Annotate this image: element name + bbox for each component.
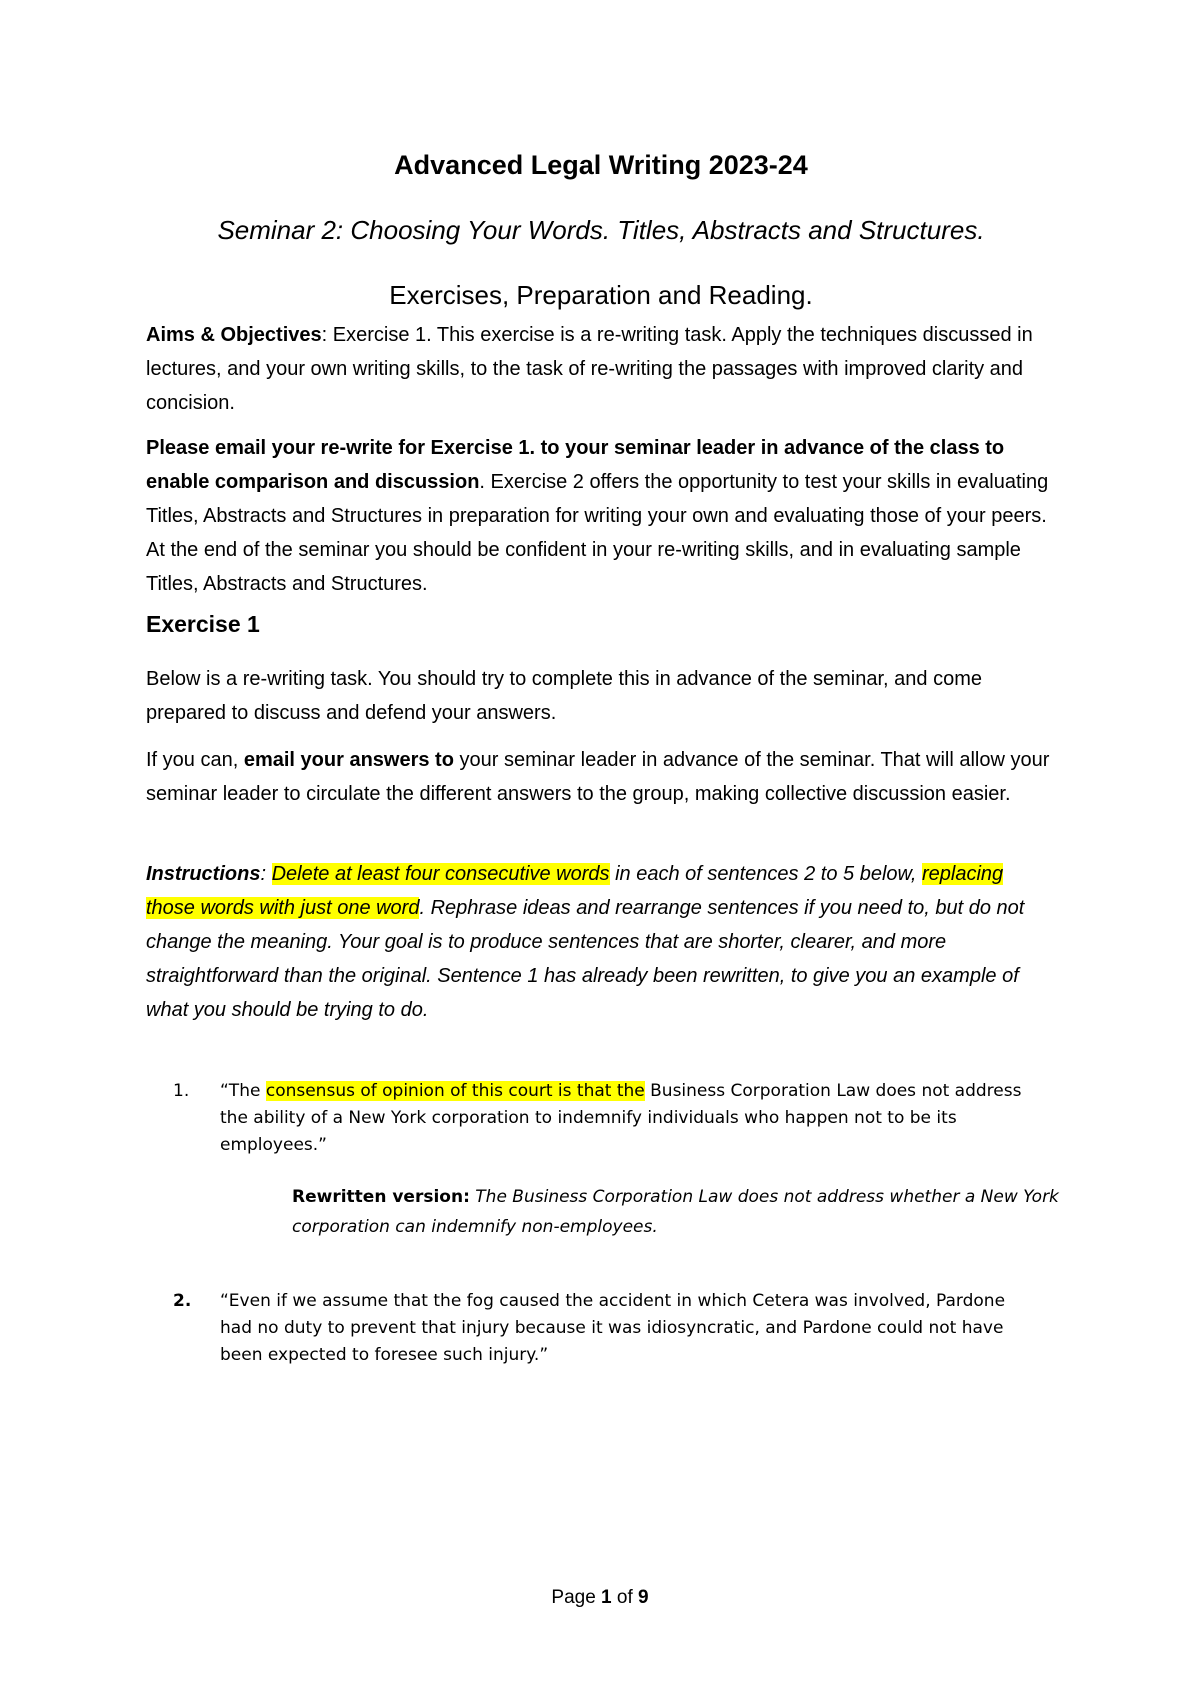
exercise-intro-paragraph: Below is a re-writing task. You should try to complete this in advance of the seminar, and come prepared to discuss and defend your answers. [146, 668, 982, 724]
email-paragraph [146, 431, 1056, 601]
list-item-number: 1. [173, 1081, 190, 1101]
email-bold-text: Please email your re-write for Exercise 1. to your seminar leader in advance of the class to enable comparison and discussion [146, 437, 1005, 493]
page-footer [0, 1587, 1200, 1609]
rewritten-text: The Business Corporation Law does not address whether a New York corporation can indemnify non-employees. [292, 1187, 1059, 1237]
sentence-1-post: Business Corporation Law does not address the ability of a New York corporation to indemnify individuals who happen not to be its employees.” [220, 1081, 1022, 1155]
exercise-email-pre: If you can, [146, 749, 244, 771]
document-subtitle-secondary: Exercises, Preparation and Reading. [389, 280, 813, 310]
aims-paragraph [146, 318, 1056, 420]
email-text: . Exercise 2 offers the opportunity to test your skills in evaluating Titles, Abstracts and Structures in preparation for writing your own and evaluating those of your peers. At the end of the seminar you should be confident in your re-writing skills, and in evaluating sample Titles, Abstracts and Structures. [146, 471, 1049, 595]
list-item-text: “Even if we assume that the fog caused the accident in which Cetera was involved, Pardone had no duty to prevent that injury because it was idiosyncratic, and Pardone could not have been expected to foresee such injury.” [220, 1291, 1006, 1365]
exercise-email-bold: email your answers to [243, 749, 454, 771]
aims-text: Exercise 1. This exercise is a re-writing task. Apply the techniques discussed in lectures, and your own writing skills, to the task of re-writing the passages with improved clarity and concision. [146, 324, 1033, 414]
instructions-rest: . Rephrase ideas and rearrange sentences if you need to, but do not change the meaning. Your goal is to produce sentences that are shorter, clearer, and more straightforward than the original. Sentence 1 has already been rewritten, to give you an example of what you should be trying to do. [146, 897, 1025, 1021]
instructions-separator: : [260, 863, 272, 885]
instructions-paragraph [146, 857, 1056, 1027]
aims-separator: : [321, 324, 333, 346]
rewritten-version [292, 1182, 1062, 1242]
footer-current-page: 1 [601, 1587, 612, 1608]
aims-label: Aims & Objectives [146, 324, 322, 346]
list-item-text [220, 1078, 1040, 1159]
instructions-label: Instructions [146, 863, 261, 885]
list-item [146, 1288, 1056, 1369]
exercise-email-paragraph [146, 743, 1056, 811]
instructions-middle: in each of sentences 2 to 5 below, [609, 863, 922, 885]
sentence-1-pre: “The [220, 1081, 266, 1101]
sentence-1-highlight: consensus of opinion of this court is that the [265, 1081, 645, 1101]
footer-page-word: Page [551, 1587, 602, 1608]
footer-of-word: of [611, 1587, 639, 1608]
document-title: Advanced Legal Writing 2023-24 [394, 150, 808, 180]
footer-total-pages: 9 [638, 1587, 649, 1608]
document-subtitle: Seminar 2: Choosing Your Words. Titles, Abstracts and Structures. [217, 215, 985, 245]
instructions-highlight-2: replacing those words with just one word [146, 863, 1004, 919]
rewritten-label: Rewritten version: [292, 1187, 470, 1207]
list-item-number: 2. [173, 1291, 192, 1311]
exercise-email-post: your seminar leader in advance of the seminar. That will allow your seminar leader to circulate the different answers to the group, making collective discussion easier. [146, 749, 1050, 805]
list-item [146, 1078, 1056, 1159]
exercise-1-heading: Exercise 1 [146, 611, 260, 637]
instructions-highlight-1: Delete at least four consecutive words [271, 863, 610, 885]
